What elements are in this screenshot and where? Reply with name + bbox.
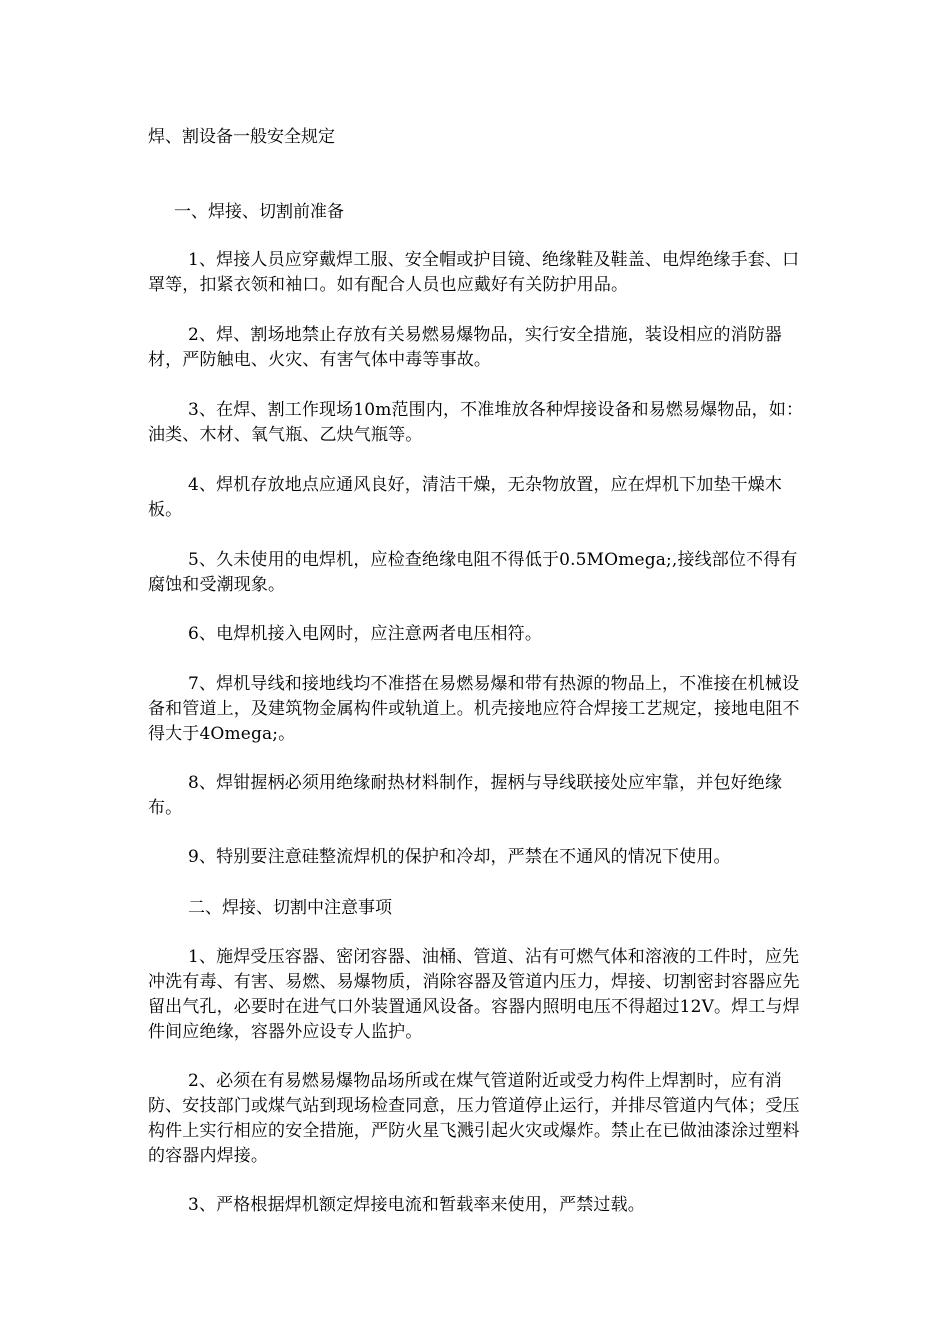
paragraph-item-1-8: 8、焊钳握柄必须用绝缘耐热材料制作，握柄与导线联接处应牢靠，并包好绝缘布。	[148, 773, 783, 818]
section-heading-preparation: 一、焊接、切割前准备	[174, 202, 344, 222]
paragraph-item-1-6: 6、电焊机接入电网时，应注意两者电压相符。	[188, 624, 542, 644]
paragraph-item-2-1: 1、施焊受压容器、密闭容器、油桶、管道、沾有可燃气体和溶液的工件时，应先冲洗有毒、有害、易燃、易爆物质，消除容器及管道内压力，焊接、切割密封容器应先留出气孔，必要时在进气口外装置通风设备。容器内照明电压不得超过12V。焊工与焊件间应绝缘，容器外应设专人监护。	[148, 947, 800, 1042]
paragraph-item-1-9: 9、特别要注意硅整流焊机的保护和冷却，严禁在不通风的情况下使用。	[188, 847, 731, 867]
paragraph-item-1-1: 1、焊接人员应穿戴焊工服、安全帽或护目镜、绝缘鞋及鞋盖、电焊绝缘手套、口罩等，扣紧衣领和袖口。如有配合人员也应戴好有关防护用品。	[148, 250, 800, 295]
section-heading-precautions: 二、焊接、切割中注意事项	[188, 898, 392, 918]
paragraph-item-2-3: 3、严格根据焊机额定焊接电流和暂载率来使用，严禁过载。	[188, 1195, 645, 1215]
paragraph-item-1-3: 3、在焊、割工作现场10m范围内，不准堆放各种焊接设备和易燃易爆物品，如：油类、木材、氧气瓶、乙炔气瓶等。	[148, 400, 804, 445]
paragraph-item-1-5: 5、久未使用的电焊机，应检查绝缘电阻不得低于0.5MOmega;,接线部位不得有腐蚀和受潮现象。	[148, 550, 798, 595]
paragraph-item-2-2: 2、必须在有易燃易爆物品场所或在煤气管道附近或受力构件上焊割时，应有消防、安技部门或煤气站到现场检查同意，压力管道停止运行，并排尽管道内气体；受压构件上实行相应的安全措施，严防火星飞溅引起火灾或爆炸。禁止在已做油漆涂过塑料的容器内焊接。	[148, 1071, 800, 1166]
paragraph-item-1-4: 4、焊机存放地点应通风良好，清洁干燥，无杂物放置，应在焊机下加垫干燥木板。	[148, 475, 783, 520]
document-title: 焊、割设备一般安全规定	[148, 127, 335, 147]
paragraph-item-1-7: 7、焊机导线和接地线均不准搭在易燃易爆和带有热源的物品上，不准接在机械设备和管道上，及建筑物金属构件或轨道上。机壳接地应符合焊接工艺规定，接地电阻不得大于4Omega;。	[148, 674, 800, 744]
paragraph-item-1-2: 2、焊、割场地禁止存放有关易燃易爆物品，实行安全措施，装设相应的消防器材，严防触电、火灾、有害气体中毒等事故。	[148, 325, 783, 370]
